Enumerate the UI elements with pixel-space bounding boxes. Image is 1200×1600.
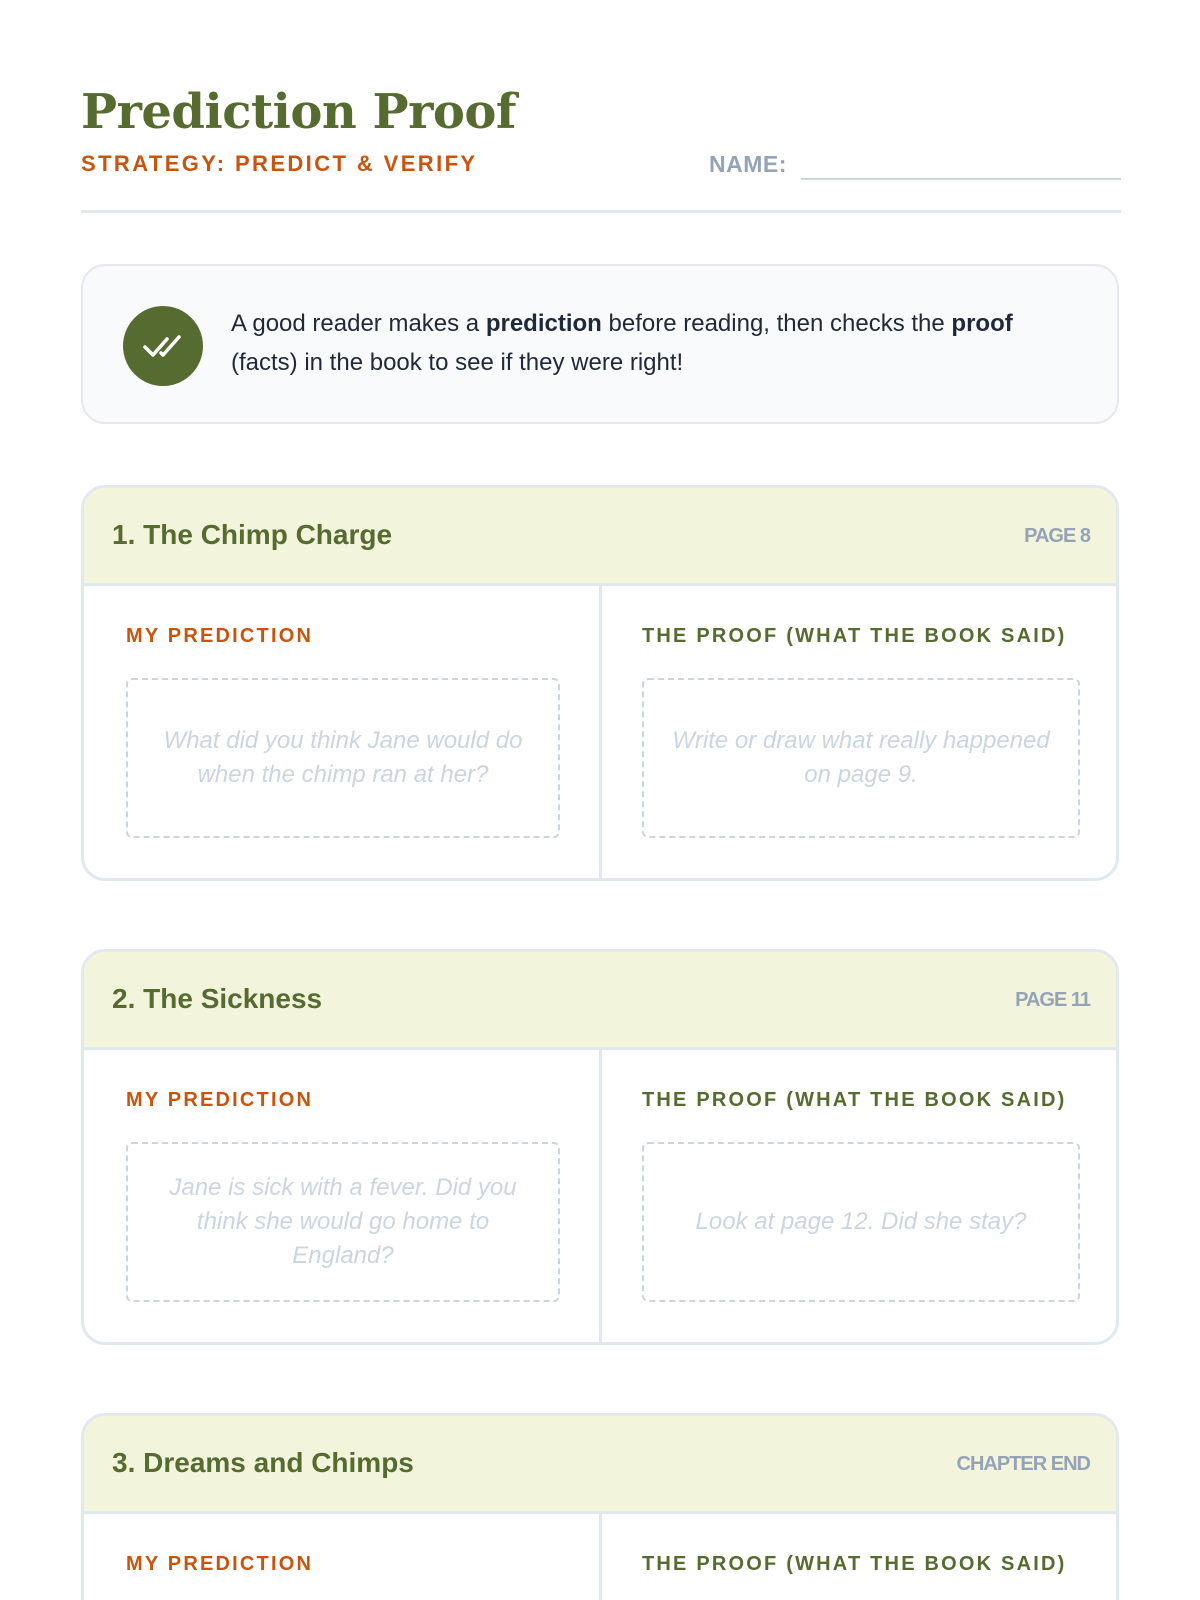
- proof-label: THE PROOF (WHAT THE BOOK SAID): [642, 1553, 1067, 1575]
- proof-answer-box[interactable]: [642, 1142, 1080, 1302]
- worksheet-header: [81, 80, 1121, 213]
- card-title: 1. The Chimp Charge: [112, 519, 393, 550]
- column-divider: [599, 1511, 602, 1600]
- prediction-card: [81, 949, 1119, 1345]
- card-header: [84, 1416, 1116, 1514]
- prediction-card: [81, 1413, 1119, 1600]
- proof-answer-box[interactable]: [642, 678, 1080, 838]
- intro-text-part: A good reader makes a: [231, 310, 486, 337]
- prediction-hint: Jane is sick with a fever. Did you think she would go home to England?: [169, 1174, 517, 1269]
- intro-text: [231, 304, 1071, 382]
- prediction-answer-box[interactable]: [126, 1142, 560, 1302]
- double-check-icon: [123, 306, 203, 386]
- intro-keyword-proof: proof: [951, 310, 1013, 337]
- proof-hint: Write or draw what really happened on page 9.: [672, 727, 1050, 788]
- name-label: NAME:: [709, 151, 787, 177]
- proof-label: THE PROOF (WHAT THE BOOK SAID): [642, 1089, 1067, 1111]
- prediction-answer-box[interactable]: [126, 678, 560, 838]
- card-title: 2. The Sickness: [112, 983, 323, 1014]
- page-reference: PAGE 8: [1024, 525, 1090, 547]
- page-title: Prediction Proof: [81, 84, 517, 140]
- prediction-card: [81, 485, 1119, 881]
- worksheet: [81, 80, 1121, 1575]
- intro-text-part: before reading, then checks the: [601, 310, 952, 337]
- column-divider: [599, 583, 602, 878]
- page-reference: CHAPTER END: [956, 1453, 1090, 1475]
- proof-label: THE PROOF (WHAT THE BOOK SAID): [642, 625, 1067, 647]
- my-prediction-label: MY PREDICTION: [126, 625, 314, 647]
- card-header: [84, 488, 1116, 586]
- card-header: [84, 952, 1116, 1050]
- intro-keyword-prediction: prediction: [485, 310, 602, 337]
- name-field[interactable]: [801, 178, 1121, 180]
- strategy-subtitle: STRATEGY: PREDICT & VERIFY: [81, 151, 478, 176]
- my-prediction-label: MY PREDICTION: [126, 1089, 314, 1111]
- card-title: 3. Dreams and Chimps: [112, 1447, 414, 1478]
- intro-callout: [81, 264, 1119, 424]
- intro-text-part: (facts) in the book to see if they were right!: [231, 349, 684, 376]
- page-reference: PAGE 11: [1015, 989, 1090, 1011]
- proof-hint: Look at page 12. Did she stay?: [695, 1208, 1027, 1235]
- prediction-hint: What did you think Jane would do when the chimp ran at her?: [163, 727, 523, 788]
- column-divider: [599, 1047, 602, 1342]
- my-prediction-label: MY PREDICTION: [126, 1553, 314, 1575]
